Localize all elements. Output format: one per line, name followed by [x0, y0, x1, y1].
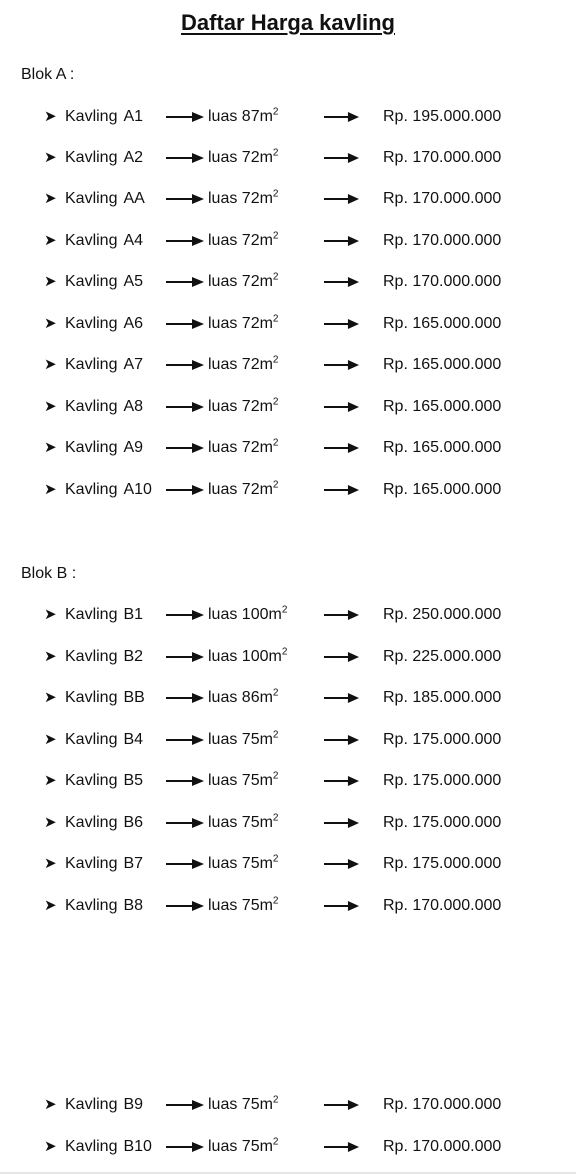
right-arrow-icon [166, 110, 204, 124]
kavling-price: Rp. 175.000.000 [383, 814, 502, 831]
kavling-name [65, 185, 145, 213]
list-item [0, 103, 576, 131]
right-arrow-icon [166, 816, 204, 830]
list-item [0, 850, 576, 878]
kavling-code: A7 [123, 356, 144, 373]
kavling-code: A9 [123, 439, 144, 456]
kavling-code: BB [123, 689, 145, 706]
kavling-area [208, 351, 278, 379]
area-value: luas 75m [208, 897, 273, 914]
area-value: luas 72m [208, 398, 273, 415]
area-value: luas 86m [208, 689, 273, 706]
list-item [0, 767, 576, 795]
kavling-price: Rp. 170.000.000 [383, 1138, 502, 1155]
list-item [0, 434, 576, 462]
kavling-name [65, 476, 152, 504]
list-item [0, 351, 576, 379]
right-arrow-icon [324, 816, 359, 830]
area-value: luas 100m [208, 606, 282, 623]
right-arrow-icon [166, 151, 204, 165]
kavling-prefix: Kavling [65, 315, 118, 332]
kavling-code: A5 [123, 273, 144, 290]
area-exponent: 2 [272, 895, 279, 907]
right-arrow-icon [324, 899, 359, 913]
area-value: luas 72m [208, 315, 273, 332]
area-exponent: 2 [272, 853, 279, 865]
list-item [0, 684, 576, 712]
area-value: luas 72m [208, 232, 273, 249]
bullet-arrow-icon: ➤ [44, 273, 57, 290]
area-value: luas 72m [208, 439, 273, 456]
list-item [0, 892, 576, 920]
right-arrow-icon [324, 192, 359, 206]
kavling-area [208, 476, 278, 504]
right-arrow-icon [324, 275, 359, 289]
area-value: luas 75m [208, 772, 273, 789]
bullet-arrow-icon: ➤ [44, 772, 57, 789]
kavling-price: Rp. 250.000.000 [383, 606, 502, 623]
right-arrow-icon [166, 234, 204, 248]
kavling-code: AA [123, 190, 145, 207]
right-arrow-icon [324, 608, 359, 622]
kavling-price: Rp. 195.000.000 [383, 108, 502, 125]
bullet-arrow-icon: ➤ [44, 1138, 57, 1155]
kavling-name [65, 643, 143, 671]
list-item [0, 227, 576, 255]
area-exponent: 2 [272, 354, 279, 366]
right-arrow-icon [166, 441, 204, 455]
kavling-name [65, 726, 143, 754]
list-item [0, 726, 576, 754]
right-arrow-icon [166, 192, 204, 206]
right-arrow-icon [324, 151, 359, 165]
bullet-arrow-icon: ➤ [44, 315, 57, 332]
kavling-price: Rp. 175.000.000 [383, 731, 502, 748]
area-exponent: 2 [272, 147, 279, 159]
kavling-area [208, 892, 278, 920]
right-arrow-icon [324, 234, 359, 248]
kavling-prefix: Kavling [65, 356, 118, 373]
kavling-price: Rp. 175.000.000 [383, 772, 502, 789]
area-value: luas 72m [208, 481, 273, 498]
kavling-area [208, 601, 287, 629]
bullet-arrow-icon: ➤ [44, 1096, 57, 1113]
kavling-name [65, 684, 145, 712]
kavling-code: B4 [123, 731, 144, 748]
kavling-price: Rp. 185.000.000 [383, 689, 502, 706]
kavling-prefix: Kavling [65, 439, 118, 456]
kavling-price: Rp. 165.000.000 [383, 439, 502, 456]
area-exponent: 2 [272, 729, 279, 741]
kavling-name [65, 850, 143, 878]
block-a-heading: Blok A : [21, 66, 75, 83]
kavling-code: B5 [123, 772, 144, 789]
kavling-code: B1 [123, 606, 144, 623]
right-arrow-icon [324, 691, 359, 705]
kavling-name [65, 103, 143, 131]
kavling-area [208, 643, 287, 671]
kavling-area [208, 850, 278, 878]
right-arrow-icon [324, 358, 359, 372]
kavling-area [208, 185, 278, 213]
list-item [0, 144, 576, 172]
area-value: luas 75m [208, 731, 273, 748]
kavling-name [65, 434, 143, 462]
kavling-name [65, 227, 143, 255]
right-arrow-icon [166, 358, 204, 372]
area-exponent: 2 [272, 396, 279, 408]
right-arrow-icon [166, 1140, 204, 1154]
area-value: luas 87m [208, 108, 273, 125]
kavling-code: A1 [123, 108, 144, 125]
area-exponent: 2 [272, 313, 279, 325]
block-b-heading: Blok B : [21, 565, 77, 582]
area-value: luas 75m [208, 1096, 273, 1113]
area-value: luas 72m [208, 149, 273, 166]
kavling-prefix: Kavling [65, 606, 118, 623]
kavling-code: A4 [123, 232, 144, 249]
kavling-name [65, 1091, 143, 1119]
list-item [0, 268, 576, 296]
kavling-area [208, 268, 278, 296]
bullet-arrow-icon: ➤ [44, 897, 57, 914]
kavling-prefix: Kavling [65, 648, 118, 665]
kavling-name [65, 393, 143, 421]
kavling-price: Rp. 225.000.000 [383, 648, 502, 665]
right-arrow-icon [324, 483, 359, 497]
kavling-code: B2 [123, 648, 144, 665]
right-arrow-icon [166, 275, 204, 289]
bullet-arrow-icon: ➤ [44, 356, 57, 373]
right-arrow-icon [324, 1098, 359, 1112]
kavling-price: Rp. 165.000.000 [383, 356, 502, 373]
kavling-price: Rp. 170.000.000 [383, 273, 502, 290]
area-value: luas 100m [208, 648, 282, 665]
bullet-arrow-icon: ➤ [44, 606, 57, 623]
kavling-prefix: Kavling [65, 108, 118, 125]
bullet-arrow-icon: ➤ [44, 689, 57, 706]
kavling-name [65, 144, 143, 172]
kavling-price: Rp. 165.000.000 [383, 315, 502, 332]
bullet-arrow-icon: ➤ [44, 108, 57, 125]
bullet-arrow-icon: ➤ [44, 190, 57, 207]
kavling-area [208, 144, 278, 172]
kavling-prefix: Kavling [65, 1138, 118, 1155]
kavling-prefix: Kavling [65, 897, 118, 914]
kavling-code: A8 [123, 398, 144, 415]
area-exponent: 2 [272, 271, 279, 283]
list-item [0, 1091, 576, 1119]
bullet-arrow-icon: ➤ [44, 648, 57, 665]
kavling-name [65, 268, 143, 296]
kavling-prefix: Kavling [65, 731, 118, 748]
area-exponent: 2 [281, 646, 288, 658]
kavling-price: Rp. 175.000.000 [383, 855, 502, 872]
kavling-area [208, 726, 278, 754]
kavling-area [208, 434, 278, 462]
kavling-price: Rp. 170.000.000 [383, 897, 502, 914]
kavling-code: B10 [123, 1138, 152, 1155]
kavling-prefix: Kavling [65, 1096, 118, 1113]
list-item [0, 601, 576, 629]
right-arrow-icon [166, 608, 204, 622]
right-arrow-icon [324, 774, 359, 788]
kavling-name [65, 310, 143, 338]
right-arrow-icon [166, 733, 204, 747]
area-exponent: 2 [281, 604, 288, 616]
bullet-arrow-icon: ➤ [44, 855, 57, 872]
kavling-area [208, 809, 278, 837]
area-exponent: 2 [272, 188, 279, 200]
area-exponent: 2 [272, 1094, 279, 1106]
kavling-area [208, 310, 278, 338]
kavling-area [208, 227, 278, 255]
area-exponent: 2 [272, 230, 279, 242]
list-item [0, 476, 576, 504]
kavling-prefix: Kavling [65, 855, 118, 872]
kavling-area [208, 103, 278, 131]
kavling-code: B8 [123, 897, 144, 914]
kavling-area [208, 684, 278, 712]
bullet-arrow-icon: ➤ [44, 149, 57, 166]
bullet-arrow-icon: ➤ [44, 814, 57, 831]
kavling-price: Rp. 170.000.000 [383, 149, 502, 166]
bullet-arrow-icon: ➤ [44, 398, 57, 415]
kavling-code: A6 [123, 315, 144, 332]
right-arrow-icon [166, 650, 204, 664]
kavling-name [65, 809, 143, 837]
area-value: luas 72m [208, 356, 273, 373]
bullet-arrow-icon: ➤ [44, 439, 57, 456]
kavling-area [208, 1091, 278, 1119]
kavling-area [208, 767, 278, 795]
right-arrow-icon [166, 317, 204, 331]
right-arrow-icon [324, 400, 359, 414]
right-arrow-icon [166, 899, 204, 913]
right-arrow-icon [166, 483, 204, 497]
kavling-code: B7 [123, 855, 144, 872]
kavling-prefix: Kavling [65, 689, 118, 706]
kavling-prefix: Kavling [65, 273, 118, 290]
kavling-prefix: Kavling [65, 481, 118, 498]
right-arrow-icon [166, 1098, 204, 1112]
kavling-prefix: Kavling [65, 232, 118, 249]
right-arrow-icon [324, 110, 359, 124]
kavling-name [65, 351, 143, 379]
kavling-code: B9 [123, 1096, 144, 1113]
kavling-name [65, 892, 143, 920]
kavling-area [208, 393, 278, 421]
kavling-price: Rp. 165.000.000 [383, 398, 502, 415]
right-arrow-icon [166, 857, 204, 871]
kavling-prefix: Kavling [65, 190, 118, 207]
kavling-code: B6 [123, 814, 144, 831]
area-exponent: 2 [272, 687, 279, 699]
right-arrow-icon [324, 317, 359, 331]
right-arrow-icon [324, 733, 359, 747]
kavling-area [208, 1133, 278, 1161]
page-title: Daftar Harga kavling [181, 10, 395, 35]
bullet-arrow-icon: ➤ [44, 481, 57, 498]
right-arrow-icon [166, 400, 204, 414]
area-exponent: 2 [272, 1136, 279, 1148]
kavling-code: A10 [123, 481, 152, 498]
bullet-arrow-icon: ➤ [44, 731, 57, 748]
kavling-name [65, 767, 143, 795]
right-arrow-icon [324, 857, 359, 871]
list-item [0, 310, 576, 338]
area-value: luas 75m [208, 814, 273, 831]
kavling-price: Rp. 170.000.000 [383, 190, 502, 207]
kavling-name [65, 601, 143, 629]
list-item [0, 393, 576, 421]
area-exponent: 2 [272, 479, 279, 491]
list-item [0, 809, 576, 837]
kavling-prefix: Kavling [65, 149, 118, 166]
list-item [0, 643, 576, 671]
kavling-prefix: Kavling [65, 398, 118, 415]
kavling-name [65, 1133, 152, 1161]
right-arrow-icon [166, 691, 204, 705]
right-arrow-icon [324, 441, 359, 455]
area-exponent: 2 [272, 106, 279, 118]
area-value: luas 72m [208, 190, 273, 207]
right-arrow-icon [324, 1140, 359, 1154]
right-arrow-icon [166, 774, 204, 788]
area-value: luas 75m [208, 855, 273, 872]
area-value: luas 72m [208, 273, 273, 290]
right-arrow-icon [324, 650, 359, 664]
list-item [0, 185, 576, 213]
kavling-code: A2 [123, 149, 144, 166]
area-exponent: 2 [272, 812, 279, 824]
kavling-prefix: Kavling [65, 814, 118, 831]
kavling-price: Rp. 170.000.000 [383, 1096, 502, 1113]
kavling-price: Rp. 165.000.000 [383, 481, 502, 498]
area-value: luas 75m [208, 1138, 273, 1155]
bullet-arrow-icon: ➤ [44, 232, 57, 249]
kavling-prefix: Kavling [65, 772, 118, 789]
area-exponent: 2 [272, 770, 279, 782]
kavling-price: Rp. 170.000.000 [383, 232, 502, 249]
area-exponent: 2 [272, 437, 279, 449]
list-item [0, 1133, 576, 1161]
